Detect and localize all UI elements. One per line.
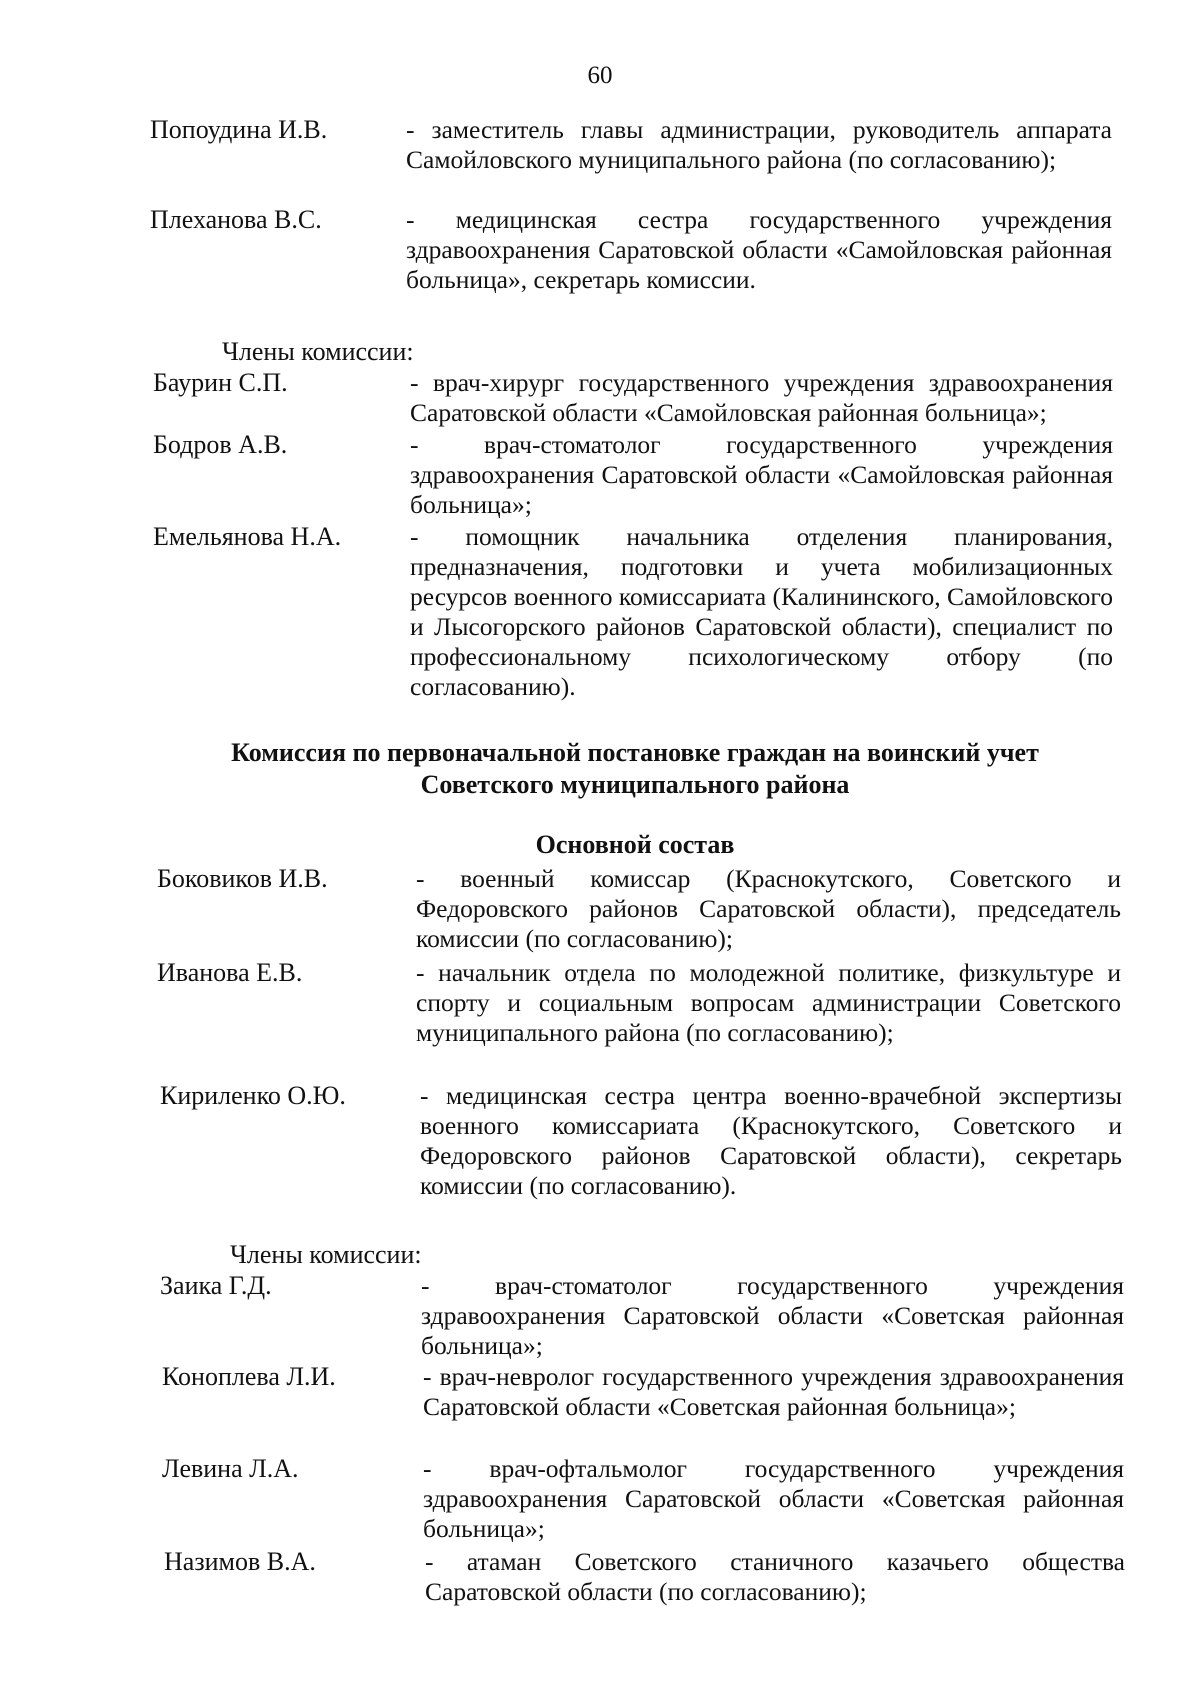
member-name: Левина Л.А. [162, 1454, 299, 1483]
member-description: - врач-стоматолог государственного учреждения здравоохранения Саратовской области «Советская районная больница»; [421, 1271, 1124, 1360]
member-name: Коноплева Л.И. [162, 1362, 336, 1391]
member-name: Боковиков И.В. [157, 864, 328, 893]
member-name: Плеханова В.С. [150, 205, 322, 234]
member-description: - помощник начальника отделения планирования, предназначения, подготовки и учета мобилизационных ресурсов военного комиссариата (Калининского, Самойловского и Лысогорского районов Саратовской области), специалист по профессиональному психологическому отбору (по согласованию). [410, 522, 1113, 701]
member-name: Кириленко О.Ю. [160, 1081, 346, 1110]
member-name: Бодров А.В. [153, 430, 288, 459]
main-composition-heading: Основной состав [535, 830, 735, 859]
member-name: Заика Г.Д. [160, 1271, 272, 1300]
member-description: - медицинская сестра государственного учреждения здравоохранения Саратовской области «Самойловская районная больница», секретарь комиссии. [406, 205, 1112, 294]
members-label: Члены комиссии: [222, 337, 414, 366]
member-description: - медицинская сестра центра военно-врачебной экспертизы военного комиссариата (Краснокутского, Советского и Федоровского районов Саратовской области), секретарь комиссии (по согласованию). [420, 1081, 1122, 1200]
page-number: 60 [587, 62, 613, 89]
member-name: Назимов В.А. [164, 1547, 316, 1576]
commission-heading-line1: Комиссия по первоначальной постановке граждан на воинский учет [231, 738, 1039, 767]
member-description: - врач-офтальмолог государственного учреждения здравоохранения Саратовской области «Советская районная больница»; [423, 1454, 1124, 1543]
member-description: - атаман Советского станичного казачьего общества Саратовской области (по согласованию); [425, 1547, 1125, 1606]
member-description: - заместитель главы администрации, руководитель аппарата Самойловского муниципального района (по согласованию); [406, 115, 1112, 174]
member-description: - врач-невролог государственного учреждения здравоохранения Саратовской области «Советская районная больница»; [423, 1362, 1124, 1421]
members-label: Члены комиссии: [230, 1240, 422, 1269]
member-name: Емельянова Н.А. [153, 522, 342, 551]
member-name: Попоудина И.В. [150, 115, 328, 144]
member-description: - врач-хирург государственного учреждения здравоохранения Саратовской области «Самойловская районная больница»; [410, 368, 1113, 427]
member-description: - врач-стоматолог государственного учреждения здравоохранения Саратовской области «Самойловская районная больница»; [410, 430, 1113, 519]
member-name: Баурин С.П. [153, 368, 288, 397]
member-description: - военный комиссар (Краснокутского, Советского и Федоровского районов Саратовской области), председатель комиссии (по согласованию); [416, 864, 1121, 953]
member-description: - начальник отдела по молодежной политике, физкультуре и спорту и социальным вопросам администрации Советского муниципального района (по согласованию); [416, 958, 1121, 1047]
member-name: Иванова Е.В. [157, 958, 303, 987]
commission-heading [0, 737, 1200, 801]
commission-heading-line2: Советского муниципального района [420, 770, 850, 799]
